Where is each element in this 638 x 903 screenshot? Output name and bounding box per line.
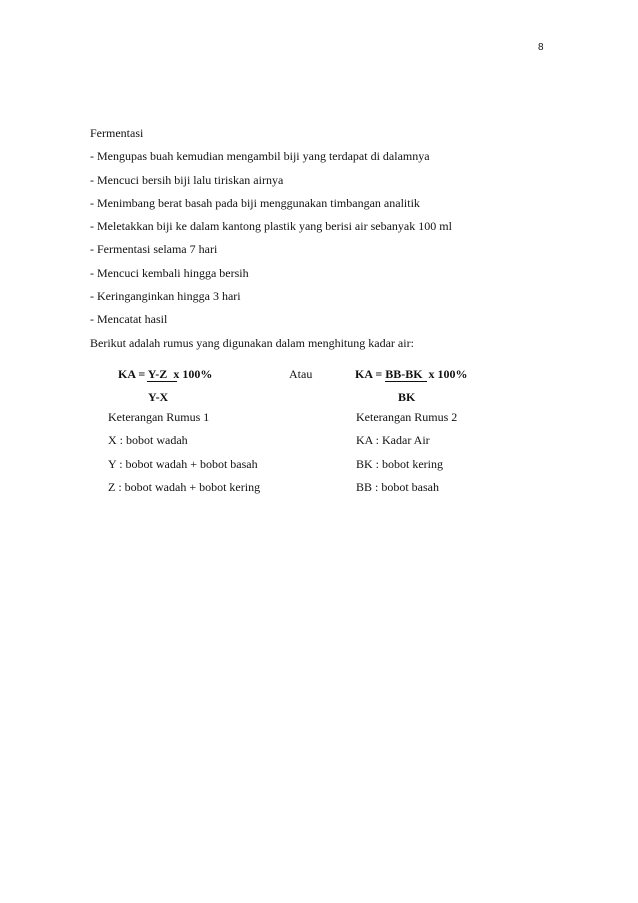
step-item: - Fermentasi selama 7 hari xyxy=(90,242,218,257)
step-item: - Keringanginkan hingga 3 hari xyxy=(90,289,241,304)
legend-2-item: KA : Kadar Air xyxy=(356,433,430,448)
step-item: - Mencatat hasil xyxy=(90,312,168,327)
formula-connector: Atau xyxy=(289,367,313,381)
formula-1-numerator: Y-Z xyxy=(147,367,168,381)
formula-2 xyxy=(355,367,468,382)
page-number: 8 xyxy=(538,42,544,53)
legend-2-item: BK : bobot kering xyxy=(356,456,443,471)
formula-1-denominator: Y-X xyxy=(148,390,169,404)
step-item: - Menimbang berat basah pada biji menggunakan timbangan analitik xyxy=(90,195,420,210)
formula-1-lhs: KA = xyxy=(118,367,148,381)
formula-1-multiplier: x 100% xyxy=(167,367,213,381)
formula-2-lhs: KA = xyxy=(355,367,386,381)
formula-1 xyxy=(118,367,212,382)
formula-1-fraction-bar xyxy=(147,381,177,382)
formula-2-multiplier: x 100% xyxy=(422,367,468,381)
formula-2-denominator: BK xyxy=(398,390,416,404)
legend-formula-1 xyxy=(108,406,260,499)
legend-1-title: Keterangan Rumus 1 xyxy=(108,410,210,424)
formula-2-fraction-bar xyxy=(385,381,427,382)
document-body xyxy=(90,122,570,355)
legend-2-item: BB : bobot basah xyxy=(356,479,439,494)
step-item: - Mengupas buah kemudian mengambil biji yang terdapat di dalamnya xyxy=(90,149,430,164)
legend-1-item: Y : bobot wadah + bobot basah xyxy=(108,456,258,471)
formula-2-numerator: BB-BK xyxy=(385,367,423,381)
legend-formula-2 xyxy=(356,406,457,499)
legend-2-title: Keterangan Rumus 2 xyxy=(356,410,458,424)
step-item: - Mencuci bersih biji lalu tiriskan airnya xyxy=(90,172,284,187)
section-title: Fermentasi xyxy=(90,126,144,140)
step-item: - Mencuci kembali hingga bersih xyxy=(90,265,249,280)
step-item: - Meletakkan biji ke dalam kantong plastik yang berisi air sebanyak 100 ml xyxy=(90,219,452,234)
legend-1-item: Z : bobot wadah + bobot kering xyxy=(108,479,261,494)
legend-1-item: X : bobot wadah xyxy=(108,433,188,448)
intro-sentence: Berikut adalah rumus yang digunakan dalam menghitung kadar air: xyxy=(90,335,414,350)
